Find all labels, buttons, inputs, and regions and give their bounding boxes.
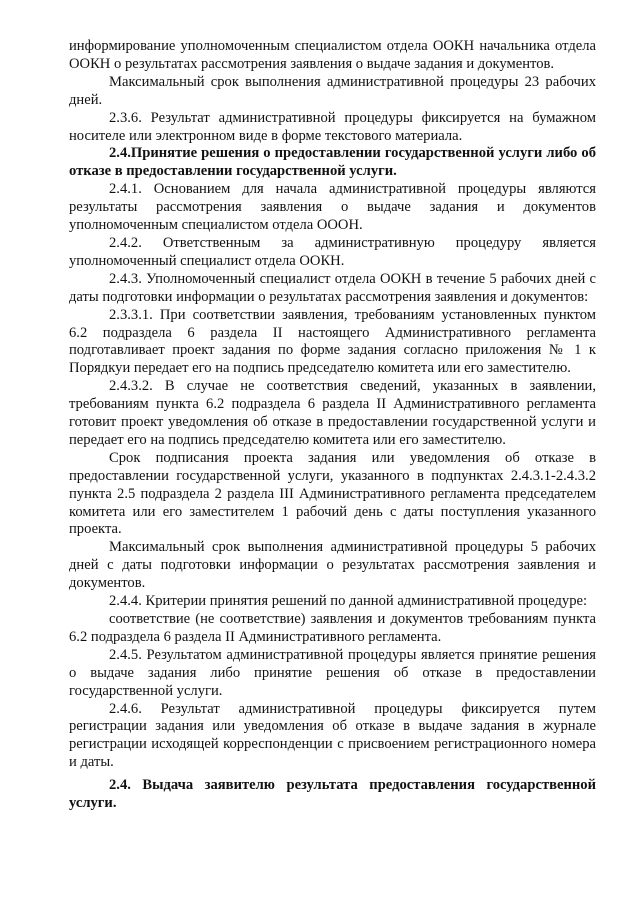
- paragraph-2-4-2: 2.4.2. Ответственным за административную процедуру является уполномоченный специалист отдела ООКН.: [69, 234, 596, 269]
- paragraph-2-4-6: 2.4.6. Результат административной процедуры фиксируется путем регистрации задания или уведомления об отказе в выдаче задания в журнале регистрации исходящей корреспонденции с присвоением регистрационного номера и даты.: [69, 700, 596, 771]
- paragraph-max-term-5-days: Максимальный срок выполнения административной процедуры 5 рабочих дней с даты подготовки информации о результатах рассмотрения заявления и документов.: [69, 539, 596, 592]
- paragraph-2-3-6: 2.3.6. Результат административной процедуры фиксируется на бумажном носителе или электронном виде в форме текстового материала.: [69, 109, 596, 144]
- paragraph-2-4-3-2: 2.4.3.2. В случае не соответствия сведений, указанных в заявлении, требованиям пункта 6.2 подраздела 6 раздела II Административного регламента готовит проект уведомления об отказе в предоставлении государственной услуги и передает его на подпись председателю комитета или его заместителю.: [69, 378, 596, 448]
- paragraph-informing-continuation: информирование уполномоченным специалистом отдела ООКН начальника отдела ООКН о результатах рассмотрения заявления о выдаче задания и документов.: [69, 38, 596, 72]
- paragraph-2-4-5: 2.4.5. Результатом административной процедуры является принятие решения о выдаче задания либо принятие решения об отказе в предоставлении государственной услуги.: [69, 646, 596, 699]
- paragraph-max-term-23-days: Максимальный срок выполнения административной процедуры 23 рабочих дней.: [69, 73, 596, 108]
- paragraph-signing-term: Срок подписания проекта задания или уведомления об отказе в предоставлении государственной услуги, указанного в подпунктах 2.4.3.1-2.4.3.2 пункта 2.5 подраздела 2 раздела III Административного регламента председателем комитета или его заместителем 1 рабочий день с даты поступления указанного проекта.: [69, 449, 596, 538]
- section-heading-2-4-delivery: 2.4. Выдача заявителю результата предоставления государственной услуги.: [69, 777, 596, 812]
- paragraph-2-4-3: 2.4.3. Уполномоченный специалист отдела ООКН в течение 5 рабочих дней с даты подготовки информации о результатах рассмотрения заявления и документов:: [69, 270, 596, 305]
- document-page: [69, 38, 596, 813]
- section-heading-2-4: 2.4.Принятие решения о предоставлении государственной услуги либо об отказе в предоставлении государственной услуги.: [69, 145, 596, 180]
- paragraph-criteria-compliance: соответствие (не соответствие) заявления и документов требованиям пункта 6.2 подраздела 6 раздела II Административного регламента.: [69, 611, 596, 645]
- paragraph-2-4-4: 2.4.4. Критерии принятия решений по данной административной процедуре:: [109, 593, 588, 610]
- paragraph-2-4-1: 2.4.1. Основанием для начала административной процедуры являются результаты рассмотрения заявления о выдаче задания и документов уполномоченным специалистом отдела ОООН.: [69, 181, 596, 234]
- paragraph-2-3-3-1: 2.3.3.1. При соответствии заявления, требованиям установленных пунктом 6.2 подраздела 6 раздела II настоящего Административного регламента подготавливает проект задания по форме задания согласно приложения № 1 к Порядкуи передает его на подпись председателю комитета или его заместителю.: [69, 306, 596, 377]
